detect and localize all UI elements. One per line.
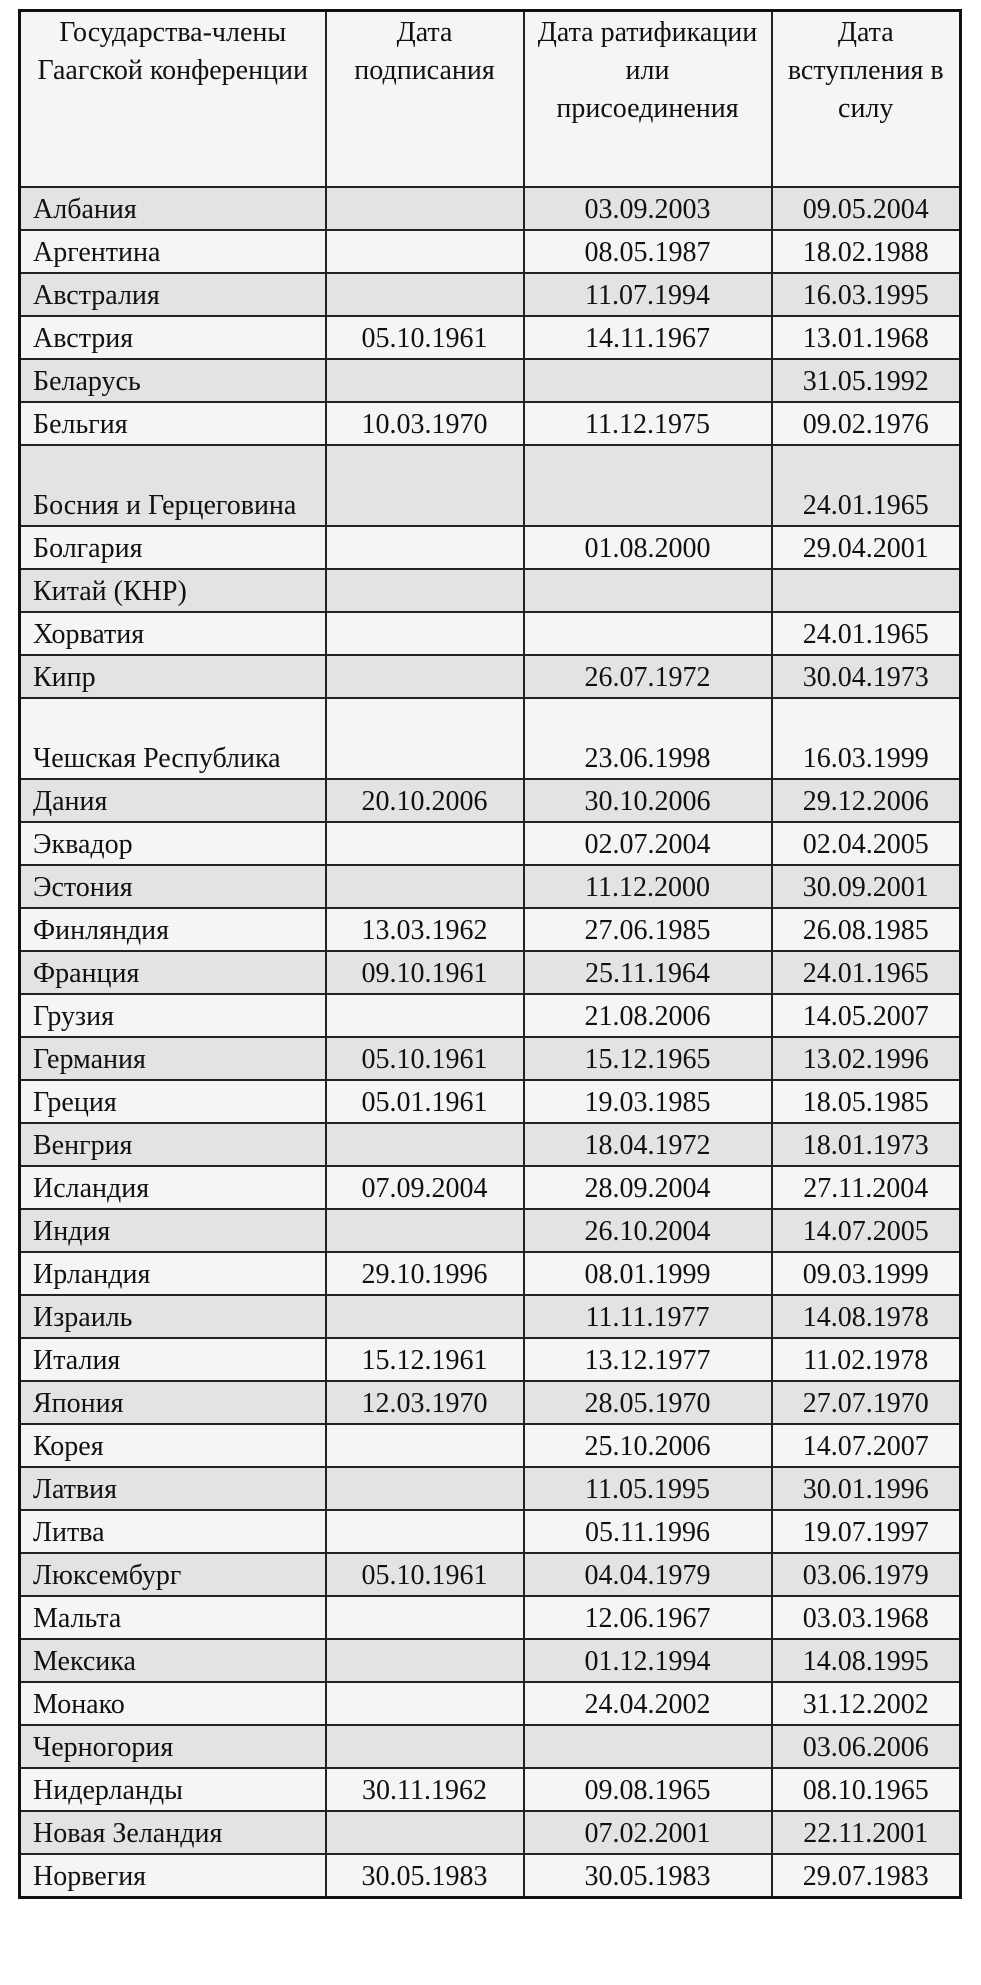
- ratification-date-cell: 19.03.1985: [524, 1080, 772, 1123]
- table-row: [20, 1338, 961, 1381]
- signature-date-cell: [326, 655, 524, 698]
- signature-date-cell: 07.09.2004: [326, 1166, 524, 1209]
- entry-into-force-cell: 31.05.1992: [772, 359, 961, 402]
- country-cell: Австрия: [20, 316, 326, 359]
- ratification-date-cell: 11.07.1994: [524, 273, 772, 316]
- table-row: [20, 1037, 961, 1080]
- entry-into-force-cell: 19.07.1997: [772, 1510, 961, 1553]
- country-cell: Албания: [20, 187, 326, 230]
- table-row: [20, 273, 961, 316]
- ratification-date-cell: 07.02.2001: [524, 1811, 772, 1854]
- country-cell: Ирландия: [20, 1252, 326, 1295]
- table-row: [20, 1467, 961, 1510]
- signature-date-cell: [326, 1682, 524, 1725]
- entry-into-force-cell: 16.03.1995: [772, 273, 961, 316]
- country-cell: Корея: [20, 1424, 326, 1467]
- ratification-date-cell: 25.11.1964: [524, 951, 772, 994]
- table-row: [20, 1854, 961, 1898]
- table-row: [20, 612, 961, 655]
- table-row: [20, 865, 961, 908]
- signature-date-cell: 05.10.1961: [326, 316, 524, 359]
- ratification-date-cell: 30.05.1983: [524, 1854, 772, 1898]
- table-row: [20, 526, 961, 569]
- ratification-date-cell: 27.06.1985: [524, 908, 772, 951]
- ratification-date-cell: [524, 445, 772, 526]
- table-row: [20, 569, 961, 612]
- signature-date-cell: [326, 1209, 524, 1252]
- entry-into-force-cell: 16.03.1999: [772, 698, 961, 779]
- entry-into-force-cell: 03.06.2006: [772, 1725, 961, 1768]
- country-cell: Венгрия: [20, 1123, 326, 1166]
- ratification-date-cell: 03.09.2003: [524, 187, 772, 230]
- country-cell: Чешская Республика: [20, 698, 326, 779]
- signature-date-cell: 30.11.1962: [326, 1768, 524, 1811]
- ratification-date-cell: [524, 359, 772, 402]
- ratification-date-cell: 18.04.1972: [524, 1123, 772, 1166]
- ratification-date-cell: 25.10.2006: [524, 1424, 772, 1467]
- signature-date-cell: 09.10.1961: [326, 951, 524, 994]
- ratification-date-cell: 11.12.2000: [524, 865, 772, 908]
- table-row: [20, 359, 961, 402]
- country-cell: Греция: [20, 1080, 326, 1123]
- signature-date-cell: [326, 230, 524, 273]
- entry-into-force-cell: 03.06.1979: [772, 1553, 961, 1596]
- table-row: [20, 1209, 961, 1252]
- entry-into-force-cell: 11.02.1978: [772, 1338, 961, 1381]
- signature-date-cell: [326, 1123, 524, 1166]
- ratification-date-cell: 30.10.2006: [524, 779, 772, 822]
- country-cell: Австралия: [20, 273, 326, 316]
- entry-into-force-cell: 14.08.1995: [772, 1639, 961, 1682]
- signature-date-cell: [326, 526, 524, 569]
- signature-date-cell: [326, 445, 524, 526]
- signature-date-cell: [326, 1424, 524, 1467]
- table-row: [20, 994, 961, 1037]
- country-cell: Исландия: [20, 1166, 326, 1209]
- signature-date-cell: 05.01.1961: [326, 1080, 524, 1123]
- table-row: [20, 1811, 961, 1854]
- country-cell: Италия: [20, 1338, 326, 1381]
- ratification-date-cell: [524, 1725, 772, 1768]
- country-cell: Эстония: [20, 865, 326, 908]
- table-row: [20, 779, 961, 822]
- table-row: [20, 1166, 961, 1209]
- ratification-date-cell: 26.10.2004: [524, 1209, 772, 1252]
- signature-date-cell: 15.12.1961: [326, 1338, 524, 1381]
- entry-into-force-cell: 24.01.1965: [772, 612, 961, 655]
- signature-date-cell: 10.03.1970: [326, 402, 524, 445]
- table-row: [20, 445, 961, 526]
- table-row: [20, 402, 961, 445]
- entry-into-force-cell: 13.02.1996: [772, 1037, 961, 1080]
- table-body: [20, 187, 961, 1898]
- entry-into-force-cell: 14.08.1978: [772, 1295, 961, 1338]
- entry-into-force-cell: 03.03.1968: [772, 1596, 961, 1639]
- country-cell: Литва: [20, 1510, 326, 1553]
- entry-into-force-cell: 18.05.1985: [772, 1080, 961, 1123]
- table-row: [20, 316, 961, 359]
- country-cell: Индия: [20, 1209, 326, 1252]
- signature-date-cell: 12.03.1970: [326, 1381, 524, 1424]
- table-row: [20, 1725, 961, 1768]
- ratification-date-cell: 26.07.1972: [524, 655, 772, 698]
- ratification-date-cell: 28.09.2004: [524, 1166, 772, 1209]
- country-cell: Беларусь: [20, 359, 326, 402]
- country-cell: Нидерланды: [20, 1768, 326, 1811]
- header-ratification-date: Дата ратификации или присоединения: [524, 11, 772, 188]
- ratification-date-cell: 01.12.1994: [524, 1639, 772, 1682]
- ratification-date-cell: 15.12.1965: [524, 1037, 772, 1080]
- country-cell: Китай (КНР): [20, 569, 326, 612]
- signature-date-cell: [326, 1639, 524, 1682]
- entry-into-force-cell: 30.01.1996: [772, 1467, 961, 1510]
- country-cell: Хорватия: [20, 612, 326, 655]
- signature-date-cell: [326, 1725, 524, 1768]
- country-cell: Норвегия: [20, 1854, 326, 1898]
- signature-date-cell: [326, 865, 524, 908]
- signature-date-cell: [326, 1510, 524, 1553]
- ratification-date-cell: 01.08.2000: [524, 526, 772, 569]
- entry-into-force-cell: 09.05.2004: [772, 187, 961, 230]
- table-row: [20, 230, 961, 273]
- table-row: [20, 1682, 961, 1725]
- ratification-date-cell: 13.12.1977: [524, 1338, 772, 1381]
- table-row: [20, 655, 961, 698]
- entry-into-force-cell: 14.07.2005: [772, 1209, 961, 1252]
- table-row: [20, 1080, 961, 1123]
- table-row: [20, 187, 961, 230]
- ratification-date-cell: 28.05.1970: [524, 1381, 772, 1424]
- signature-date-cell: [326, 569, 524, 612]
- signature-date-cell: [326, 1295, 524, 1338]
- country-cell: Новая Зеландия: [20, 1811, 326, 1854]
- entry-into-force-cell: 18.01.1973: [772, 1123, 961, 1166]
- ratification-date-cell: 11.05.1995: [524, 1467, 772, 1510]
- entry-into-force-cell: 09.03.1999: [772, 1252, 961, 1295]
- signature-date-cell: 30.05.1983: [326, 1854, 524, 1898]
- entry-into-force-cell: 29.12.2006: [772, 779, 961, 822]
- country-cell: Грузия: [20, 994, 326, 1037]
- entry-into-force-cell: 27.07.1970: [772, 1381, 961, 1424]
- ratification-date-cell: 24.04.2002: [524, 1682, 772, 1725]
- entry-into-force-cell: [772, 569, 961, 612]
- signature-date-cell: [326, 1467, 524, 1510]
- ratification-date-cell: 08.05.1987: [524, 230, 772, 273]
- ratification-date-cell: 04.04.1979: [524, 1553, 772, 1596]
- country-cell: Аргентина: [20, 230, 326, 273]
- header-states: Государства-члены Гаагской конференции: [20, 11, 326, 188]
- table-row: [20, 951, 961, 994]
- signature-date-cell: [326, 698, 524, 779]
- signature-date-cell: [326, 612, 524, 655]
- country-cell: Латвия: [20, 1467, 326, 1510]
- table-header-row: [20, 11, 961, 188]
- country-cell: Финляндия: [20, 908, 326, 951]
- table-row: [20, 822, 961, 865]
- ratification-date-cell: 09.08.1965: [524, 1768, 772, 1811]
- table-row: [20, 698, 961, 779]
- country-cell: Эквадор: [20, 822, 326, 865]
- entry-into-force-cell: 26.08.1985: [772, 908, 961, 951]
- entry-into-force-cell: 27.11.2004: [772, 1166, 961, 1209]
- entry-into-force-cell: 14.05.2007: [772, 994, 961, 1037]
- entry-into-force-cell: 31.12.2002: [772, 1682, 961, 1725]
- table-row: [20, 1381, 961, 1424]
- country-cell: Мексика: [20, 1639, 326, 1682]
- entry-into-force-cell: 02.04.2005: [772, 822, 961, 865]
- hague-members-table-wrapper: [18, 9, 962, 1899]
- country-cell: Франция: [20, 951, 326, 994]
- signature-date-cell: [326, 359, 524, 402]
- ratification-date-cell: 05.11.1996: [524, 1510, 772, 1553]
- entry-into-force-cell: 08.10.1965: [772, 1768, 961, 1811]
- header-signature-date: Дата подписания: [326, 11, 524, 188]
- ratification-date-cell: 08.01.1999: [524, 1252, 772, 1295]
- signature-date-cell: [326, 1596, 524, 1639]
- ratification-date-cell: 12.06.1967: [524, 1596, 772, 1639]
- signature-date-cell: [326, 1811, 524, 1854]
- ratification-date-cell: 21.08.2006: [524, 994, 772, 1037]
- entry-into-force-cell: 14.07.2007: [772, 1424, 961, 1467]
- signature-date-cell: 05.10.1961: [326, 1037, 524, 1080]
- table-row: [20, 1596, 961, 1639]
- entry-into-force-cell: 13.01.1968: [772, 316, 961, 359]
- country-cell: Монако: [20, 1682, 326, 1725]
- header-entry-into-force-date: Дата вступления в силу: [772, 11, 961, 188]
- country-cell: Босния и Герцеговина: [20, 445, 326, 526]
- entry-into-force-cell: 24.01.1965: [772, 445, 961, 526]
- country-cell: Кипр: [20, 655, 326, 698]
- table-row: [20, 1639, 961, 1682]
- country-cell: Болгария: [20, 526, 326, 569]
- ratification-date-cell: 11.12.1975: [524, 402, 772, 445]
- country-cell: Люксембург: [20, 1553, 326, 1596]
- signature-date-cell: [326, 822, 524, 865]
- entry-into-force-cell: 30.09.2001: [772, 865, 961, 908]
- signature-date-cell: 20.10.2006: [326, 779, 524, 822]
- table-row: [20, 1510, 961, 1553]
- country-cell: Израиль: [20, 1295, 326, 1338]
- table-row: [20, 1553, 961, 1596]
- entry-into-force-cell: 24.01.1965: [772, 951, 961, 994]
- signature-date-cell: 05.10.1961: [326, 1553, 524, 1596]
- country-cell: Мальта: [20, 1596, 326, 1639]
- country-cell: Япония: [20, 1381, 326, 1424]
- table-row: [20, 1768, 961, 1811]
- entry-into-force-cell: 09.02.1976: [772, 402, 961, 445]
- country-cell: Бельгия: [20, 402, 326, 445]
- ratification-date-cell: 02.07.2004: [524, 822, 772, 865]
- country-cell: Дания: [20, 779, 326, 822]
- signature-date-cell: 13.03.1962: [326, 908, 524, 951]
- signature-date-cell: [326, 994, 524, 1037]
- hague-members-table: [18, 9, 962, 1899]
- table-row: [20, 1252, 961, 1295]
- entry-into-force-cell: 30.04.1973: [772, 655, 961, 698]
- entry-into-force-cell: 29.04.2001: [772, 526, 961, 569]
- country-cell: Германия: [20, 1037, 326, 1080]
- signature-date-cell: 29.10.1996: [326, 1252, 524, 1295]
- country-cell: Черногория: [20, 1725, 326, 1768]
- signature-date-cell: [326, 187, 524, 230]
- ratification-date-cell: 23.06.1998: [524, 698, 772, 779]
- entry-into-force-cell: 18.02.1988: [772, 230, 961, 273]
- table-row: [20, 1295, 961, 1338]
- entry-into-force-cell: 29.07.1983: [772, 1854, 961, 1898]
- ratification-date-cell: [524, 569, 772, 612]
- ratification-date-cell: 11.11.1977: [524, 1295, 772, 1338]
- signature-date-cell: [326, 273, 524, 316]
- table-row: [20, 1424, 961, 1467]
- entry-into-force-cell: 22.11.2001: [772, 1811, 961, 1854]
- ratification-date-cell: 14.11.1967: [524, 316, 772, 359]
- ratification-date-cell: [524, 612, 772, 655]
- table-row: [20, 908, 961, 951]
- table-row: [20, 1123, 961, 1166]
